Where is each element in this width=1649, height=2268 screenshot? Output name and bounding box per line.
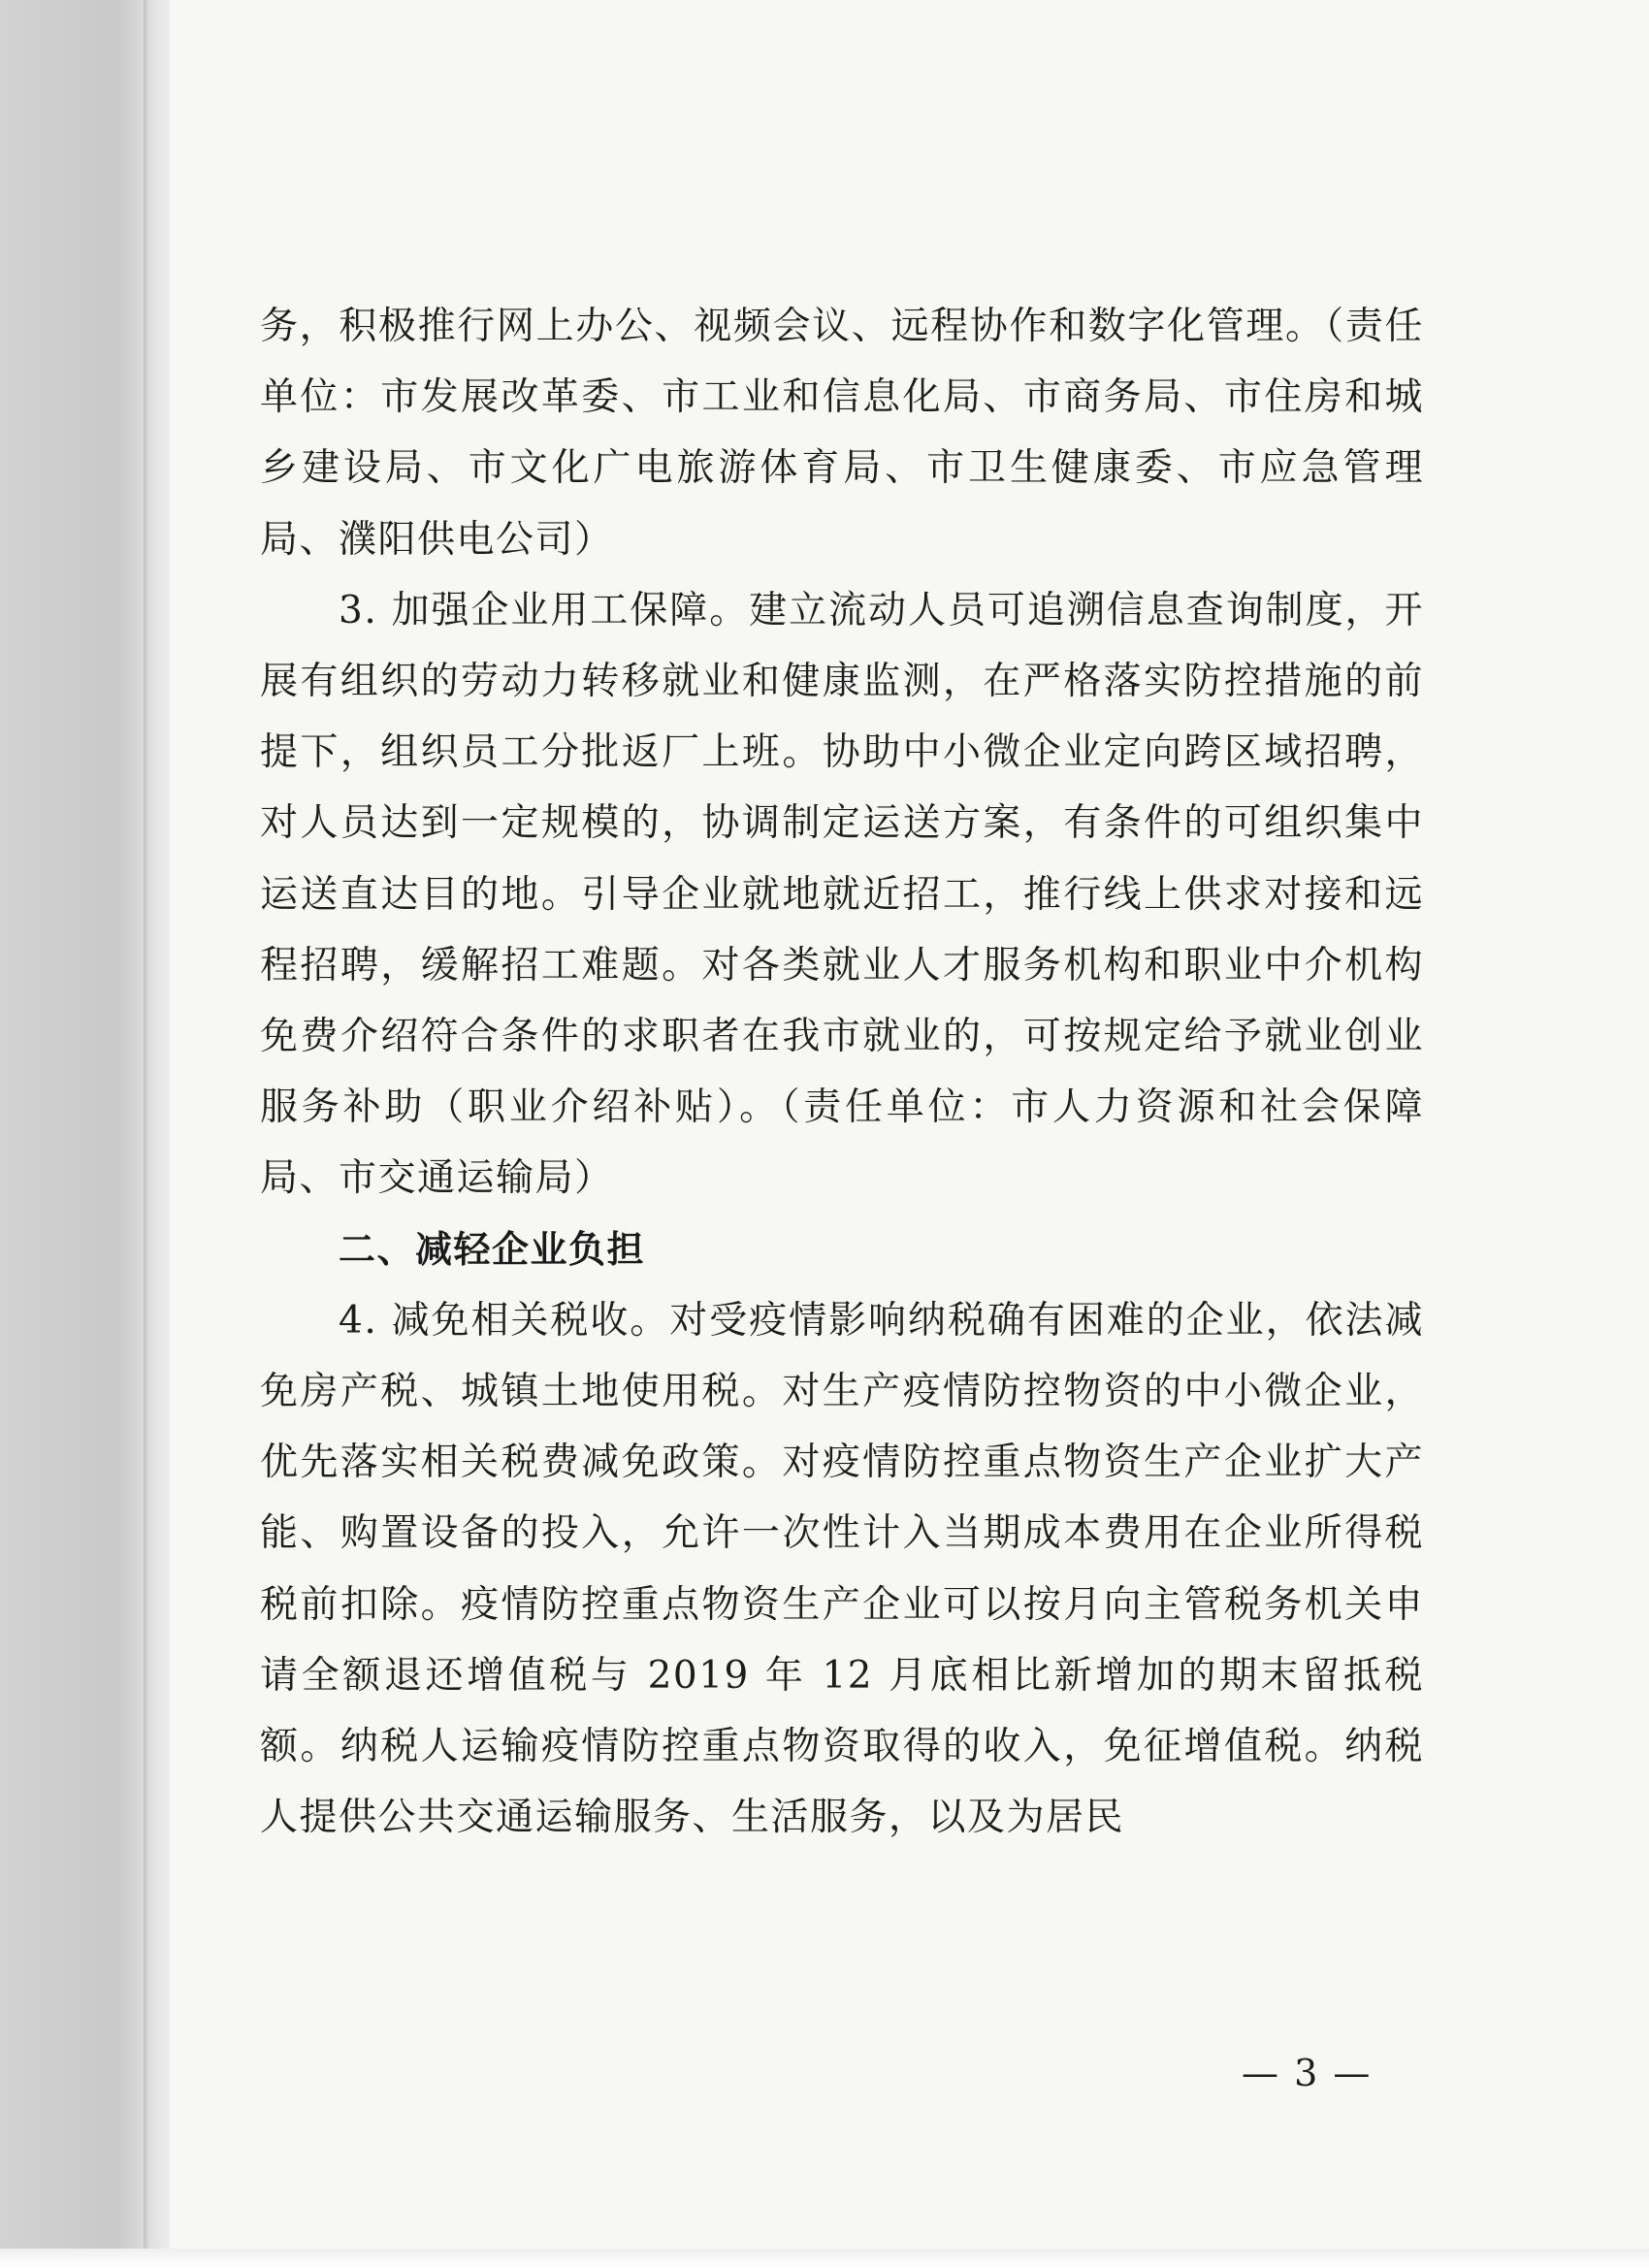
document-body bbox=[260, 291, 1424, 1853]
scan-bottom-edge bbox=[0, 2249, 1649, 2268]
section-heading: 二、减轻企业负担 bbox=[339, 1227, 646, 1271]
paragraph-labor-guarantee: 3. 加强企业用工保障。建立流动人员可追溯信息查询制度，开展有组织的劳动力转移就业和健康监测，在严格落实防控措施的前提下，组织员工分批返厂上班。协助中小微企业定向跨区域招聘，对人员达到一定规模的，协调制定运送方案，有条件的可组织集中运送直达目的地。引导企业就地就近招工，推行线上供求对接和远程招聘，缓解招工难题。对各类就业人才服务机构和职业中介机构免费介绍符合条件的求职者在我市就业的，可按规定给予就业创业服务补助（职业介绍补贴）。（责任单位：市人力资源和社会保障局、市交通运输局） bbox=[260, 588, 1424, 1201]
page-number: — 3 — bbox=[1242, 2052, 1373, 2094]
binding-edge bbox=[144, 0, 149, 2268]
paragraph-continuation: 务，积极推行网上办公、视频会议、远程协作和数字化管理。（责任单位：市发展改革委、市工业和信息化局、市商务局、市住房和城乡建设局、市文化广电旅游体育局、市卫生健康委、市应急管理局、濮阳供电公司） bbox=[260, 305, 1424, 562]
paragraph-tax-relief: 4. 减免相关税收。对受疫情影响纳税确有困难的企业，依法减免房产税、城镇土地使用税。对生产疫情防控物资的中小微企业，优先落实相关税费减免政策。对疫情防控重点物资生产企业扩大产能、购置设备的投入，允许一次性计入当期成本费用在企业所得税税前扣除。疫情防控重点物资生产企业可以按月向主管税务机关申请全额退还增值税与 2019 年 12 月底相比新增加的期末留抵税额。纳税人运输疫情防控重点物资取得的收入，免征增值税。纳税人提供公共交通运输服务、生活服务，以及为居民 bbox=[260, 1298, 1424, 1840]
